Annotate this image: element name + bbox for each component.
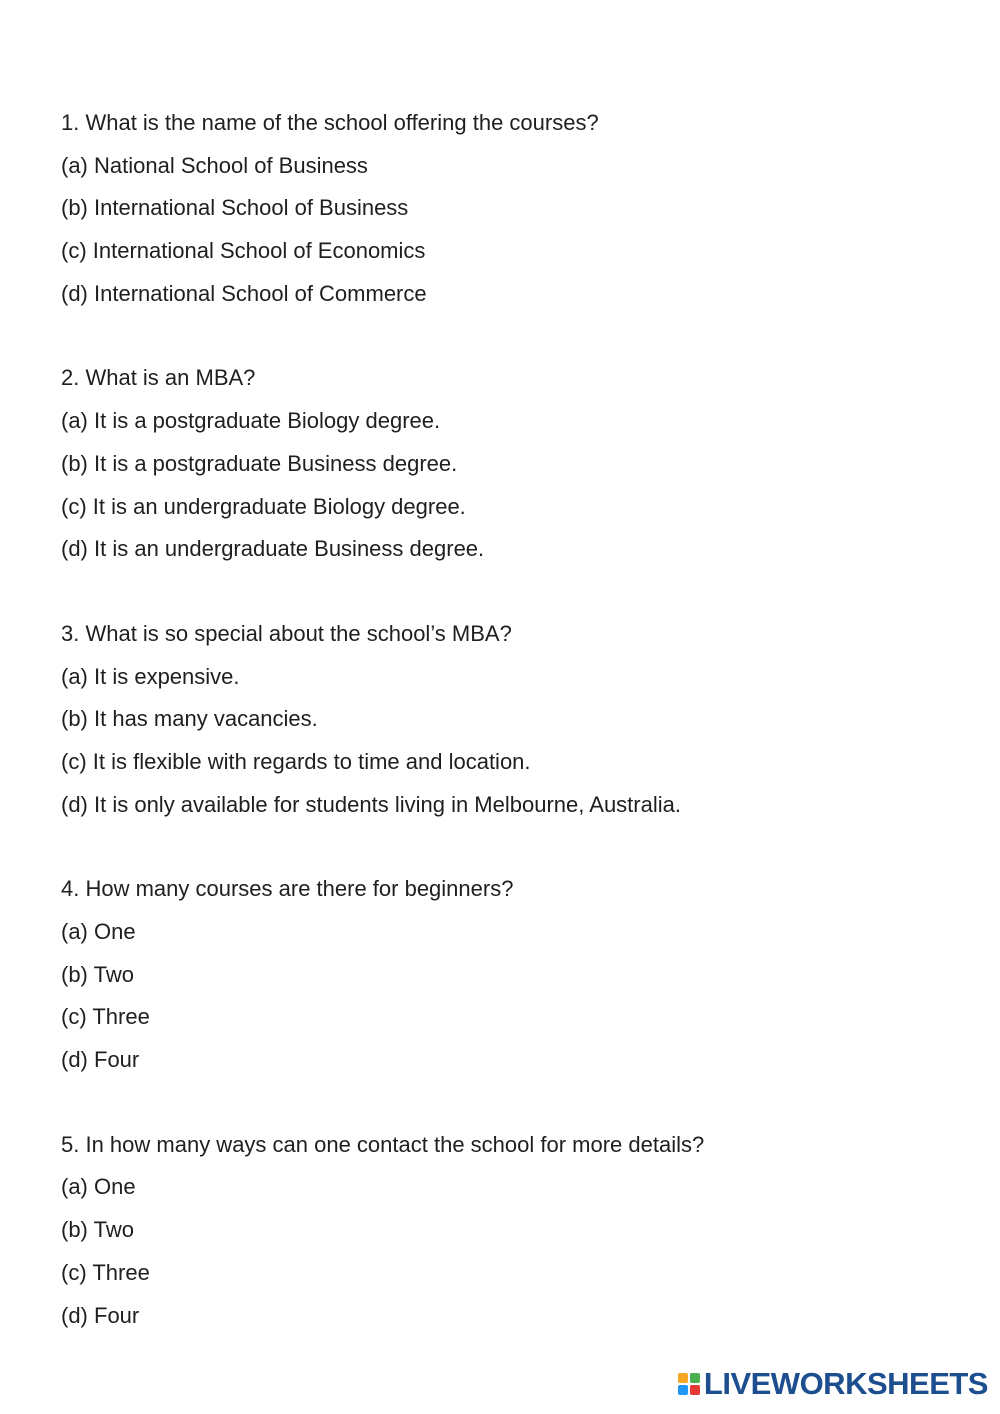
- answer-option[interactable]: (b) Two: [61, 961, 134, 987]
- answer-option[interactable]: (b) International School of Business: [61, 195, 409, 221]
- question-2: [61, 357, 961, 570]
- answer-option[interactable]: (b) Two: [61, 1217, 134, 1243]
- answer-option[interactable]: (a) National School of Business: [61, 152, 368, 178]
- answer-option[interactable]: (c) It is flexible with regards to time and location.: [61, 748, 531, 774]
- answer-option[interactable]: (d) Four: [61, 1047, 140, 1073]
- question-5: [61, 1124, 961, 1337]
- answer-option[interactable]: (c) International School of Economics: [61, 238, 426, 264]
- answer-option[interactable]: (a) It is expensive.: [61, 663, 240, 689]
- logo-text: LIVEWORKSHEETS: [703, 1366, 988, 1401]
- logo-square: [690, 1373, 700, 1383]
- logo-square: [690, 1385, 700, 1395]
- question-text: 4. How many courses are there for beginners?: [61, 876, 514, 902]
- answer-option[interactable]: (c) Three: [61, 1259, 150, 1285]
- question-1: [61, 102, 961, 315]
- liveworksheets-logo-icon: [678, 1373, 700, 1395]
- question-text: 2. What is an MBA?: [61, 365, 256, 391]
- question-text: 5. In how many ways can one contact the school for more details?: [61, 1131, 705, 1157]
- answer-option[interactable]: (d) Four: [61, 1302, 140, 1328]
- liveworksheets-logo: [678, 1366, 988, 1402]
- answer-option[interactable]: (c) It is an undergraduate Biology degree.: [61, 493, 466, 519]
- question-3: [61, 613, 961, 826]
- answer-option[interactable]: (b) It is a postgraduate Business degree.: [61, 450, 458, 476]
- answer-option[interactable]: (d) It is only available for students living in Melbourne, Australia.: [61, 791, 681, 817]
- worksheet: [61, 102, 961, 1379]
- question-4: [61, 868, 961, 1081]
- question-text: 3. What is so special about the school’s MBA?: [61, 620, 512, 646]
- answer-option[interactable]: (a) It is a postgraduate Biology degree.: [61, 408, 441, 434]
- answer-option[interactable]: (c) Three: [61, 1004, 150, 1030]
- question-text: 1. What is the name of the school offering the courses?: [61, 110, 599, 135]
- answer-option[interactable]: (a) One: [61, 919, 136, 944]
- answer-option[interactable]: (a) One: [61, 1174, 136, 1200]
- logo-square: [678, 1385, 688, 1395]
- logo-square: [678, 1373, 688, 1383]
- answer-option[interactable]: (d) It is an undergraduate Business degree.: [61, 536, 485, 562]
- answer-option[interactable]: (d) International School of Commerce: [61, 280, 427, 306]
- answer-option[interactable]: (b) It has many vacancies.: [61, 706, 318, 732]
